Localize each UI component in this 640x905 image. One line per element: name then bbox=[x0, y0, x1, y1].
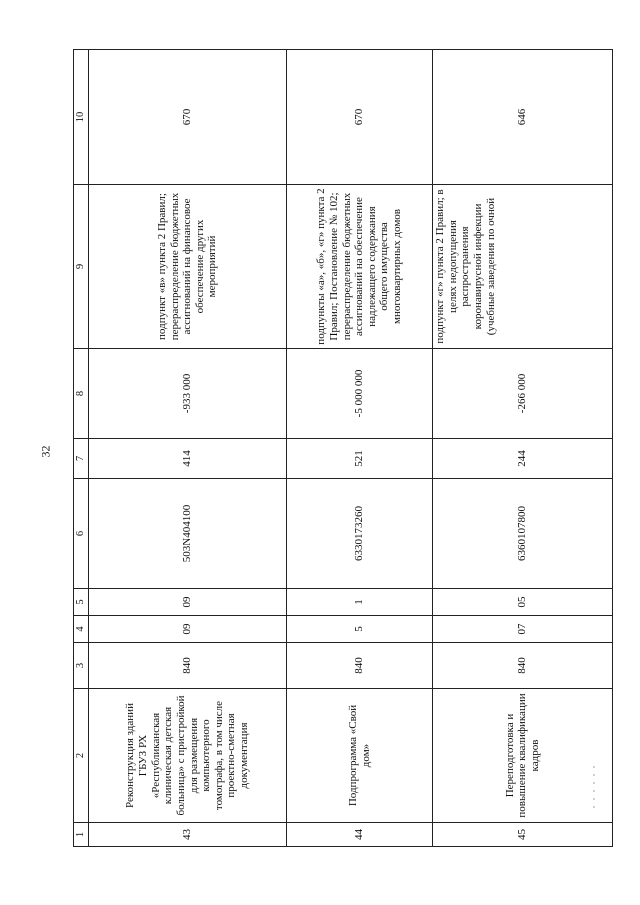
item-name: Подпрограмма «Свой дом» bbox=[287, 689, 433, 823]
header-cell: 6 bbox=[74, 479, 89, 589]
code-cell: 840 bbox=[433, 643, 613, 689]
header-cell: 2 bbox=[74, 689, 89, 823]
expense-type: 521 bbox=[287, 439, 433, 479]
header-cell: 5 bbox=[74, 589, 89, 616]
code-cell: 840 bbox=[287, 643, 433, 689]
header-cell: 8 bbox=[74, 349, 89, 439]
amount-cell: -933 000 bbox=[89, 349, 287, 439]
header-cell: 3 bbox=[74, 643, 89, 689]
header-cell: 9 bbox=[74, 185, 89, 349]
code-cell: 05 bbox=[433, 589, 613, 616]
expense-type: 414 bbox=[89, 439, 287, 479]
header-cell: 4 bbox=[74, 616, 89, 643]
amount-cell: -5 000 000 bbox=[287, 349, 433, 439]
header-row bbox=[74, 50, 89, 847]
target-code: 6330173260 bbox=[287, 479, 433, 589]
target-code: 6360107800 bbox=[433, 479, 613, 589]
target-code: 503N404100 bbox=[89, 479, 287, 589]
header-cell: 10 bbox=[74, 50, 89, 185]
code-cell: 5 bbox=[287, 616, 433, 643]
table-row bbox=[433, 50, 613, 847]
scan-artifact bbox=[585, 760, 615, 850]
item-name: Реконструкция зданий ГБУЗ РХ «Республиканская клиническая детская больница» с пристройкой для размещения компьютерного томографа, в том числе проектно-сметная документация bbox=[89, 689, 287, 823]
table-row bbox=[89, 50, 287, 847]
code-cell: 646 bbox=[433, 50, 613, 185]
page-number: 32 bbox=[38, 445, 53, 458]
item-name: Переподготовка и повышение квалификации кадров bbox=[433, 689, 613, 823]
header-cell: 1 bbox=[74, 823, 89, 847]
header-cell: 7 bbox=[74, 439, 89, 479]
code-cell: 670 bbox=[287, 50, 433, 185]
code-cell: 09 bbox=[89, 589, 287, 616]
basis-cell: подпункты «а», «б», «г» пункта 2 Правил; Постановление № 102; перераспределение бюджетных ассигнований на обеспечение надлежащего содержания общего имущества многоквартирных домов bbox=[287, 185, 433, 349]
code-cell: 09 bbox=[89, 616, 287, 643]
table-row bbox=[287, 50, 433, 847]
code-cell: 07 bbox=[433, 616, 613, 643]
row-number: 45 bbox=[433, 823, 613, 847]
basis-cell: подпункт «г» пункта 2 Правил; в целях недопущения распространения коронавирусной инфекции (учебные заведения по очной bbox=[433, 185, 613, 349]
amount-cell: -266 000 bbox=[433, 349, 613, 439]
rotated-table-wrapper bbox=[73, 50, 613, 847]
row-number: 43 bbox=[89, 823, 287, 847]
row-number: 44 bbox=[287, 823, 433, 847]
code-cell: 670 bbox=[89, 50, 287, 185]
code-cell: 840 bbox=[89, 643, 287, 689]
budget-table bbox=[73, 49, 613, 847]
expense-type: 244 bbox=[433, 439, 613, 479]
code-cell: 1 bbox=[287, 589, 433, 616]
basis-cell: подпункт «в» пункта 2 Правил; перераспределение бюджетных ассигнований на финансовое обеспечение других мероприятий bbox=[89, 185, 287, 349]
